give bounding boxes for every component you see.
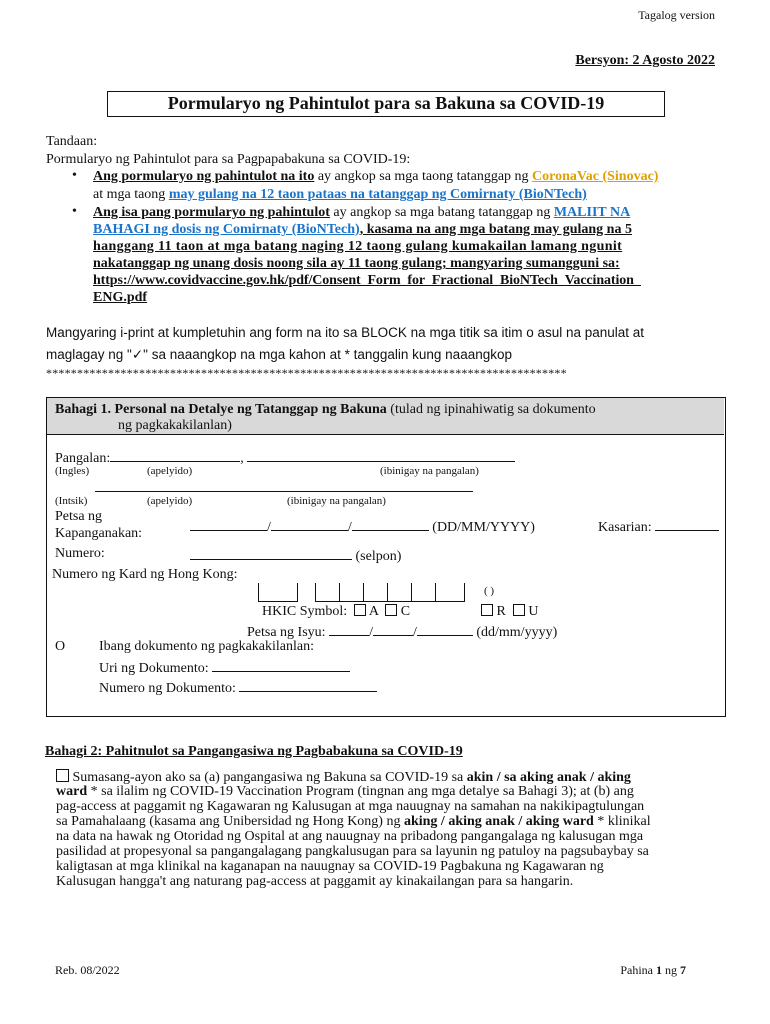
page-current: 1 <box>656 963 662 977</box>
doc-type-row <box>99 658 350 677</box>
version-date: Bersyon: 2 Agosto 2022 <box>575 53 715 68</box>
hkic-u-checkbox[interactable] <box>513 604 525 616</box>
hkic-a-checkbox[interactable] <box>354 604 366 616</box>
issue-date-row: Petsa ng Isyu: / / (dd/mm/yyyy) <box>247 622 557 641</box>
footer-revision: Reb. 08/2022 <box>55 963 120 977</box>
dob-month-field[interactable] <box>271 517 348 531</box>
page-mid: ng <box>662 963 680 977</box>
hkid-digit-cell[interactable] <box>411 583 436 602</box>
hkid-label: Numero ng Kard ng Hong Kong: <box>52 567 238 582</box>
consent-text-1a: Sumasang-ayon ako sa (a) pangangasiwa ng Bakuna sa COVID-19 sa <box>72 770 467 785</box>
consent-text-4c: * klinikal <box>593 814 651 829</box>
consent-line-2 <box>56 784 634 800</box>
doc-type-label: Uri ng Dokumento: <box>99 661 209 676</box>
bullet-2-line2 <box>93 222 632 238</box>
separator-stars: ************************************************************************************ <box>46 366 567 380</box>
sex-label <box>598 517 719 536</box>
consent-line-8: Kalusugan hangga't ang naturang pag-access at paggamit ay kinakailangan para sa hangarin. <box>56 874 574 889</box>
english-given-label: (ibinigay na pangalan) <box>380 465 479 477</box>
part1-heading-bold: Bahagi 1. Personal na Detalye ng Tatanggap ng Bakuna <box>55 402 387 417</box>
bullet-2-rest1: , kasama na ang mga batang may gulang na 5 <box>359 222 632 237</box>
issue-month-field[interactable] <box>373 622 413 636</box>
footer-page-number <box>620 963 686 978</box>
dob-label-1: Petsa ng <box>55 509 103 524</box>
other-doc-label: Ibang dokumento ng pagkakakilanlan: <box>99 639 314 654</box>
bullet-1-text: ay angkop sa mga taong tatanggap ng <box>314 169 533 184</box>
part1-heading <box>55 402 596 418</box>
part1-heading-line2: ng pagkakakilanlan) <box>118 418 232 433</box>
doc-number-field[interactable] <box>239 678 377 692</box>
bullet-1-bold: Ang pormularyo ng pahintulot na ito <box>93 169 315 184</box>
bullet-1-line1 <box>93 169 658 185</box>
notes-heading: Tandaan: <box>46 134 98 149</box>
coronavac-link[interactable]: CoronaVac (Sinovac) <box>532 169 659 184</box>
hkid-prefix-cell[interactable] <box>258 583 298 602</box>
consent-line-7: kaligtasan at mga klinikal na kaganapan na nauugnay sa COVID-19 Pagbakuna ng Kagawaran ng <box>56 859 604 874</box>
hkic-symbol-row <box>262 604 410 620</box>
comirnaty-link[interactable]: may gulang na 12 taon pataas na tatanggap ng Comirnaty (BioNTech) <box>168 187 587 202</box>
hkid-digit-cell[interactable] <box>363 583 388 602</box>
hkic-r-label: R <box>496 604 506 619</box>
doc-number-row <box>99 678 377 697</box>
english-label: (Ingles) <box>55 465 90 477</box>
bullet-2-line3: hanggang 11 taon at mga batang naging 12 taong gulang kumakailan lamang ngunit <box>93 239 623 254</box>
form-title-box <box>107 91 665 117</box>
number-label: Numero: <box>55 546 105 561</box>
page-prefix: Pahina <box>620 963 656 977</box>
issue-year-field[interactable] <box>417 622 473 636</box>
hkic-symbol-row-2 <box>481 604 538 620</box>
bullet-2-text: ay angkop sa mga batang tatanggap ng <box>329 205 554 220</box>
part2-heading: Bahagi 2: Pahitnulot sa Pangangasiwa ng Pagbabakuna sa COVID-19 <box>45 744 463 759</box>
dob-label-2: Kapanganakan: <box>55 526 143 541</box>
chinese-name-field[interactable] <box>95 478 473 492</box>
bullet-1-text2: at mga taong <box>93 187 169 202</box>
bullet-2-bold: Ang isa pang pormularyo ng pahintulot <box>93 205 330 220</box>
hkic-symbol-label: HKIC Symbol: <box>262 604 348 619</box>
mobile-field-row <box>190 546 401 565</box>
page-total: 7 <box>680 963 686 977</box>
dob-format: (DD/MM/YYYY) <box>432 520 535 535</box>
sex-label-text: Kasarian: <box>598 520 652 535</box>
mobile-field[interactable] <box>190 546 352 560</box>
or-label: O <box>55 639 66 654</box>
hkid-digit-cell[interactable] <box>339 583 364 602</box>
bullet-2-line1 <box>93 205 630 221</box>
english-given-name-field[interactable] <box>247 448 515 462</box>
name-label: Pangalan: , <box>55 448 515 467</box>
bullet-2-dot: • <box>72 204 77 219</box>
doc-number-label: Numero ng Dokumento: <box>99 681 236 696</box>
version-label: Tagalog version <box>638 8 715 22</box>
hkic-u-label: U <box>528 604 539 619</box>
consent-text-1b: akin / sa aking anak / aking <box>466 770 631 785</box>
consent-url-2[interactable]: ENG.pdf <box>93 290 148 305</box>
issue-date-format: (dd/mm/yyyy) <box>476 625 558 640</box>
fractional-link-2[interactable]: BAHAGI ng dosis ng Comirnaty (BioNTech) <box>93 222 360 237</box>
english-surname-label: (apelyido) <box>147 465 193 477</box>
consent-text-4b: aking / aking anak / aking ward <box>403 814 594 829</box>
name-label-text: Pangalan: <box>55 451 111 466</box>
consent-text-4a: sa Pamahalaang (kasama ang Unibersidad ng Hong Kong) ng <box>56 814 404 829</box>
consent-checkbox[interactable] <box>56 769 69 782</box>
instruction-line-1: Mangyaring i-print at kumpletuhin ang form na ito sa BLOCK na mga titik sa itim o asul na panulat at <box>46 325 645 340</box>
hkic-a-label: A <box>368 604 379 619</box>
part1-heading-rest: (tulad ng ipinahiwatig sa dokumento <box>386 402 596 417</box>
hkic-c-checkbox[interactable] <box>385 604 397 616</box>
chinese-label: (Intsik) <box>55 495 88 507</box>
notes-intro: Pormularyo ng Pahintulot para sa Pagpapabakuna sa COVID-19: <box>46 152 411 167</box>
hkic-r-checkbox[interactable] <box>481 604 493 616</box>
english-surname-field[interactable] <box>110 448 240 462</box>
issue-day-field[interactable] <box>329 622 369 636</box>
consent-url-1[interactable]: https://www.covidvaccine.gov.hk/pdf/Consent_Form_for_Fractional_BioNTech_Vaccination_ <box>93 273 641 288</box>
doc-type-field[interactable] <box>212 658 350 672</box>
issue-date-label: Petsa ng Isyu: <box>247 625 326 640</box>
consent-line-3: pag-access at paggamit ng Kagawaran ng Kalusugan at mga nauugnay na samahan na nakikipagtulungan <box>56 799 645 814</box>
hkid-digit-cell[interactable] <box>387 583 412 602</box>
hkic-c-label: C <box>400 604 411 619</box>
consent-line-4 <box>56 814 651 830</box>
hkid-digit-cell[interactable] <box>315 583 340 602</box>
consent-text-2a: ward <box>56 784 88 799</box>
consent-line-5: na data na hawak ng Otoridad ng Ospital at ang nauugnay na pribadong pangangalaga ng kalusugan mga <box>56 829 644 844</box>
chinese-surname-label: (apelyido) <box>147 495 193 507</box>
mobile-label: (selpon) <box>355 549 402 564</box>
bullet-1-line2 <box>93 187 587 203</box>
hkid-digit-cell[interactable] <box>435 583 465 602</box>
consent-text-2b: * sa ilalim ng COVID-19 Vaccination Program (tingnan ang mga detalye sa Bahagi 3); at (b) ang <box>87 784 634 799</box>
dob-day-field[interactable] <box>190 517 267 531</box>
dob-field: / / (DD/MM/YYYY) <box>190 517 535 536</box>
fractional-link-1[interactable]: MALIIT NA <box>553 205 631 220</box>
page-title: Pormularyo ng Pahintulot para sa Bakuna sa COVID-19 <box>167 93 605 113</box>
bullet-2-line4: nakatanggap ng unang dosis noong sila ay 11 taong gulang; mangyaring sumangguni sa: <box>93 256 620 271</box>
instruction-line-2: maglagay ng "✓" sa naaangkop na mga kahon at * tanggalin kung naaangkop <box>46 347 512 362</box>
dob-year-field[interactable] <box>352 517 429 531</box>
chinese-given-label: (ibinigay na pangalan) <box>287 495 386 507</box>
consent-line-6: pasilidad at propesyonal sa pangangalagang pangkalusugan para sa layunin ng patuloy na pagsubaybay sa <box>56 844 649 859</box>
bullet-1-dot: • <box>72 168 77 183</box>
sex-field[interactable] <box>655 517 719 531</box>
hkid-check-digit: ( ) <box>484 585 495 597</box>
